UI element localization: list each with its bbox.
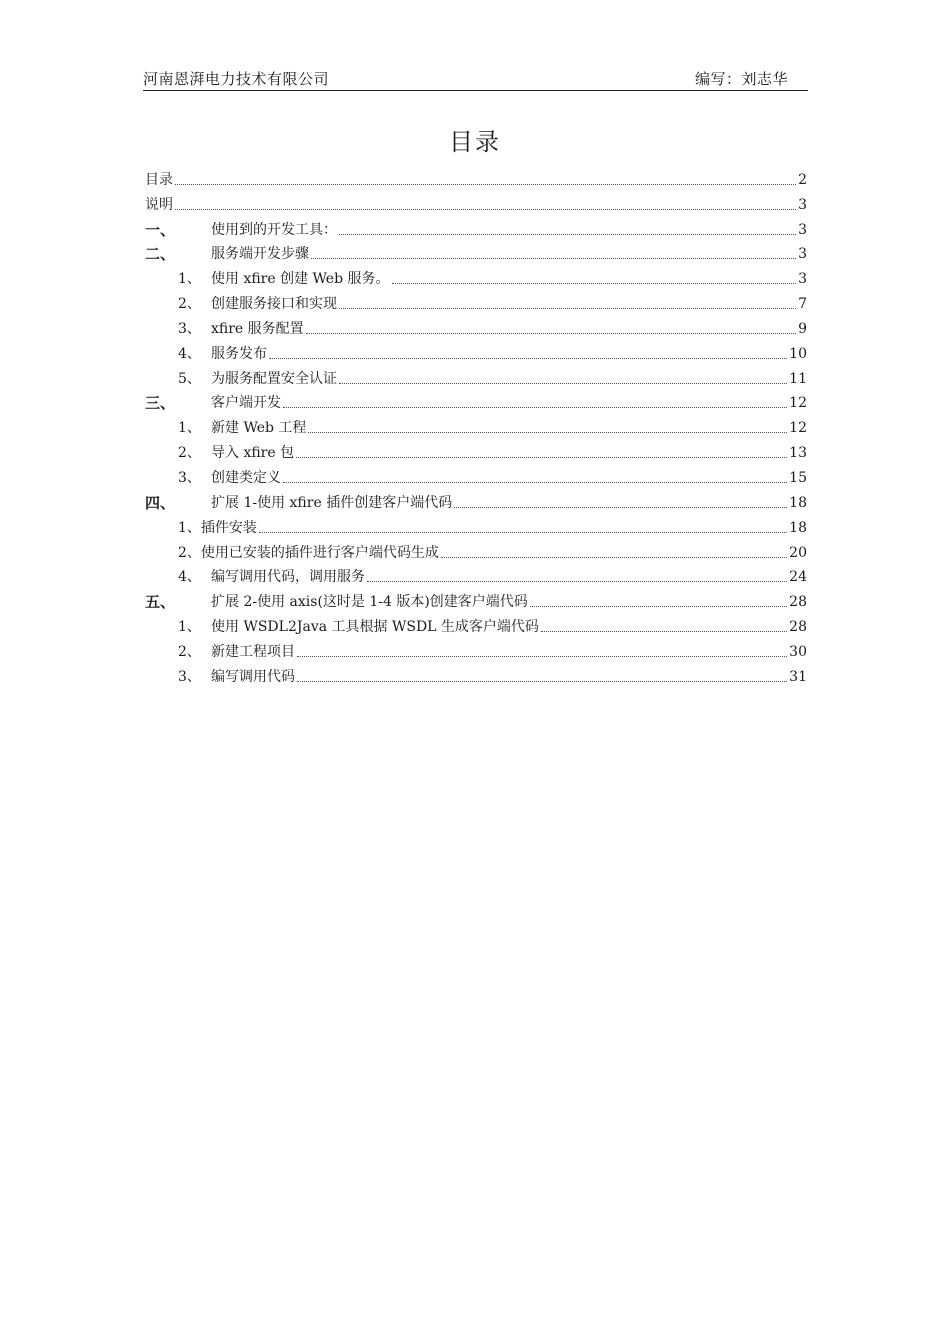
toc-entry-page: 11: [789, 370, 807, 387]
dot-leader: [297, 680, 787, 682]
dot-leader: [259, 531, 787, 533]
toc-entry-page: 28: [789, 594, 807, 611]
toc-entry-title: 使用 xfire 创建 Web 服务。: [211, 271, 390, 288]
dot-leader: [269, 357, 787, 359]
toc-entry-number: 四、: [145, 493, 176, 512]
company-name: 河南恩湃电力技术有限公司: [143, 70, 330, 88]
toc-entry-number: 2、: [178, 445, 201, 462]
toc-entry-page: 12: [789, 395, 807, 412]
toc-entry[interactable]: [145, 537, 807, 562]
toc-entry-title: 使用到的开发工具：: [211, 221, 337, 238]
toc-entry-number: 2、: [178, 544, 201, 561]
toc-entry-page: 18: [789, 494, 807, 511]
toc-entry[interactable]: [145, 412, 807, 437]
toc-entry-number: 三、: [145, 394, 176, 413]
dot-leader: [306, 332, 796, 334]
toc-entry[interactable]: [145, 239, 807, 264]
toc-entry-page: 7: [798, 296, 807, 313]
toc-entry-title: 目录: [145, 171, 173, 188]
dot-leader: [530, 605, 787, 607]
toc-entry-number: 3、: [178, 668, 201, 685]
page-header: [143, 66, 808, 91]
toc-entry-title: 扩展 1-使用 xfire 插件创建客户端代码: [211, 494, 453, 511]
toc-entry[interactable]: [145, 288, 807, 313]
toc-title: 目录: [449, 128, 501, 156]
toc-entry-title: 客户端开发: [211, 395, 281, 412]
toc-entry-title: 编写调用代码，调用服务: [211, 569, 365, 586]
toc-entry-number: 5、: [178, 370, 201, 387]
toc-entry[interactable]: [145, 611, 807, 636]
toc-entry-page: 20: [789, 544, 807, 561]
toc-entry-title: 服务端开发步骤: [211, 246, 309, 263]
author-credit: 编写：刘志华: [694, 70, 788, 88]
toc-entry-title: 使用 WSDL2Java 工具根据 WSDL 生成客户端代码: [211, 619, 539, 636]
toc-entry-title: 说明: [145, 196, 173, 213]
toc-entry[interactable]: [145, 586, 807, 611]
toc-entry[interactable]: [145, 338, 807, 363]
toc-entry-page: 10: [789, 345, 807, 362]
toc-entry-page: 30: [789, 643, 807, 660]
dot-leader: [283, 406, 787, 408]
dot-leader: [175, 208, 796, 210]
dot-leader: [339, 233, 796, 235]
toc-entry-page: 3: [798, 221, 807, 238]
toc-entry[interactable]: [145, 437, 807, 462]
toc-entry-page: 13: [789, 445, 807, 462]
toc-entry-number: 一、: [145, 220, 176, 239]
toc-entry-page: 12: [789, 420, 807, 437]
toc-entry-page: 3: [798, 196, 807, 213]
toc-entry-title: 新建工程项目: [211, 643, 295, 660]
toc-entry[interactable]: [145, 189, 807, 214]
toc-entry[interactable]: [145, 487, 807, 512]
toc-entry[interactable]: [145, 661, 807, 686]
toc-entry[interactable]: [145, 214, 807, 239]
toc-entry-title: 服务发布: [211, 345, 267, 362]
toc-entry-title: 使用已安装的插件进行客户端代码生成: [200, 544, 439, 561]
toc-entry-title: 新建 Web 工程: [211, 420, 307, 437]
toc-entry[interactable]: [145, 462, 807, 487]
toc-entry-number: 2、: [178, 296, 201, 313]
toc-entry[interactable]: [145, 636, 807, 661]
dot-leader: [308, 431, 787, 433]
toc-entry-title: 创建类定义: [211, 469, 281, 486]
dot-leader: [283, 481, 787, 483]
toc-entry-page: 3: [798, 271, 807, 288]
toc-entry[interactable]: [145, 512, 807, 537]
table-of-contents: [145, 164, 807, 686]
dot-leader: [297, 655, 787, 657]
toc-entry-number: 1、: [178, 619, 201, 636]
toc-entry-number: 3、: [178, 469, 201, 486]
toc-entry-number: 4、: [178, 345, 201, 362]
toc-entry-number: 2、: [178, 643, 201, 660]
toc-entry-number: 五、: [145, 593, 176, 612]
toc-entry-number: 1、: [178, 271, 201, 288]
dot-leader: [454, 506, 787, 508]
dot-leader: [441, 556, 787, 558]
dot-leader: [175, 183, 796, 185]
toc-entry-title: 插件安装: [200, 519, 257, 536]
toc-entry-page: 9: [798, 320, 807, 337]
toc-entry-page: 31: [789, 668, 807, 685]
toc-entry-title: xfire 服务配置: [211, 320, 304, 337]
toc-entry[interactable]: [145, 562, 807, 587]
dot-leader: [367, 580, 787, 582]
toc-entry[interactable]: [145, 313, 807, 338]
dot-leader: [296, 456, 787, 458]
toc-entry-number: 4、: [178, 569, 201, 586]
toc-entry-page: 15: [789, 469, 807, 486]
toc-entry-title: 导入 xfire 包: [211, 445, 295, 462]
dot-leader: [311, 257, 796, 259]
toc-entry-page: 28: [789, 619, 807, 636]
dot-leader: [339, 382, 787, 384]
toc-entry-number: 3、: [178, 320, 201, 337]
toc-entry-number: 1、: [178, 519, 201, 536]
toc-entry-page: 24: [789, 569, 807, 586]
toc-entry-title: 编写调用代码: [211, 668, 295, 685]
dot-leader: [339, 307, 796, 309]
toc-entry[interactable]: [145, 263, 807, 288]
toc-entry-title: 为服务配置安全认证: [211, 370, 337, 387]
dot-leader: [392, 282, 797, 284]
toc-entry-number: 1、: [178, 420, 201, 437]
toc-entry-page: 3: [798, 246, 807, 263]
toc-entry[interactable]: [145, 164, 807, 189]
toc-entry-number: 二、: [145, 245, 176, 264]
toc-entry-title: 扩展 2-使用 axis(这时是 1-4 版本)创建客户端代码: [211, 594, 528, 611]
toc-entry-page: 2: [798, 171, 807, 188]
toc-entry-title: 创建服务接口和实现: [211, 296, 337, 313]
toc-entry[interactable]: [145, 388, 807, 413]
dot-leader: [541, 630, 787, 632]
toc-entry[interactable]: [145, 363, 807, 388]
toc-entry-page: 18: [789, 519, 807, 536]
